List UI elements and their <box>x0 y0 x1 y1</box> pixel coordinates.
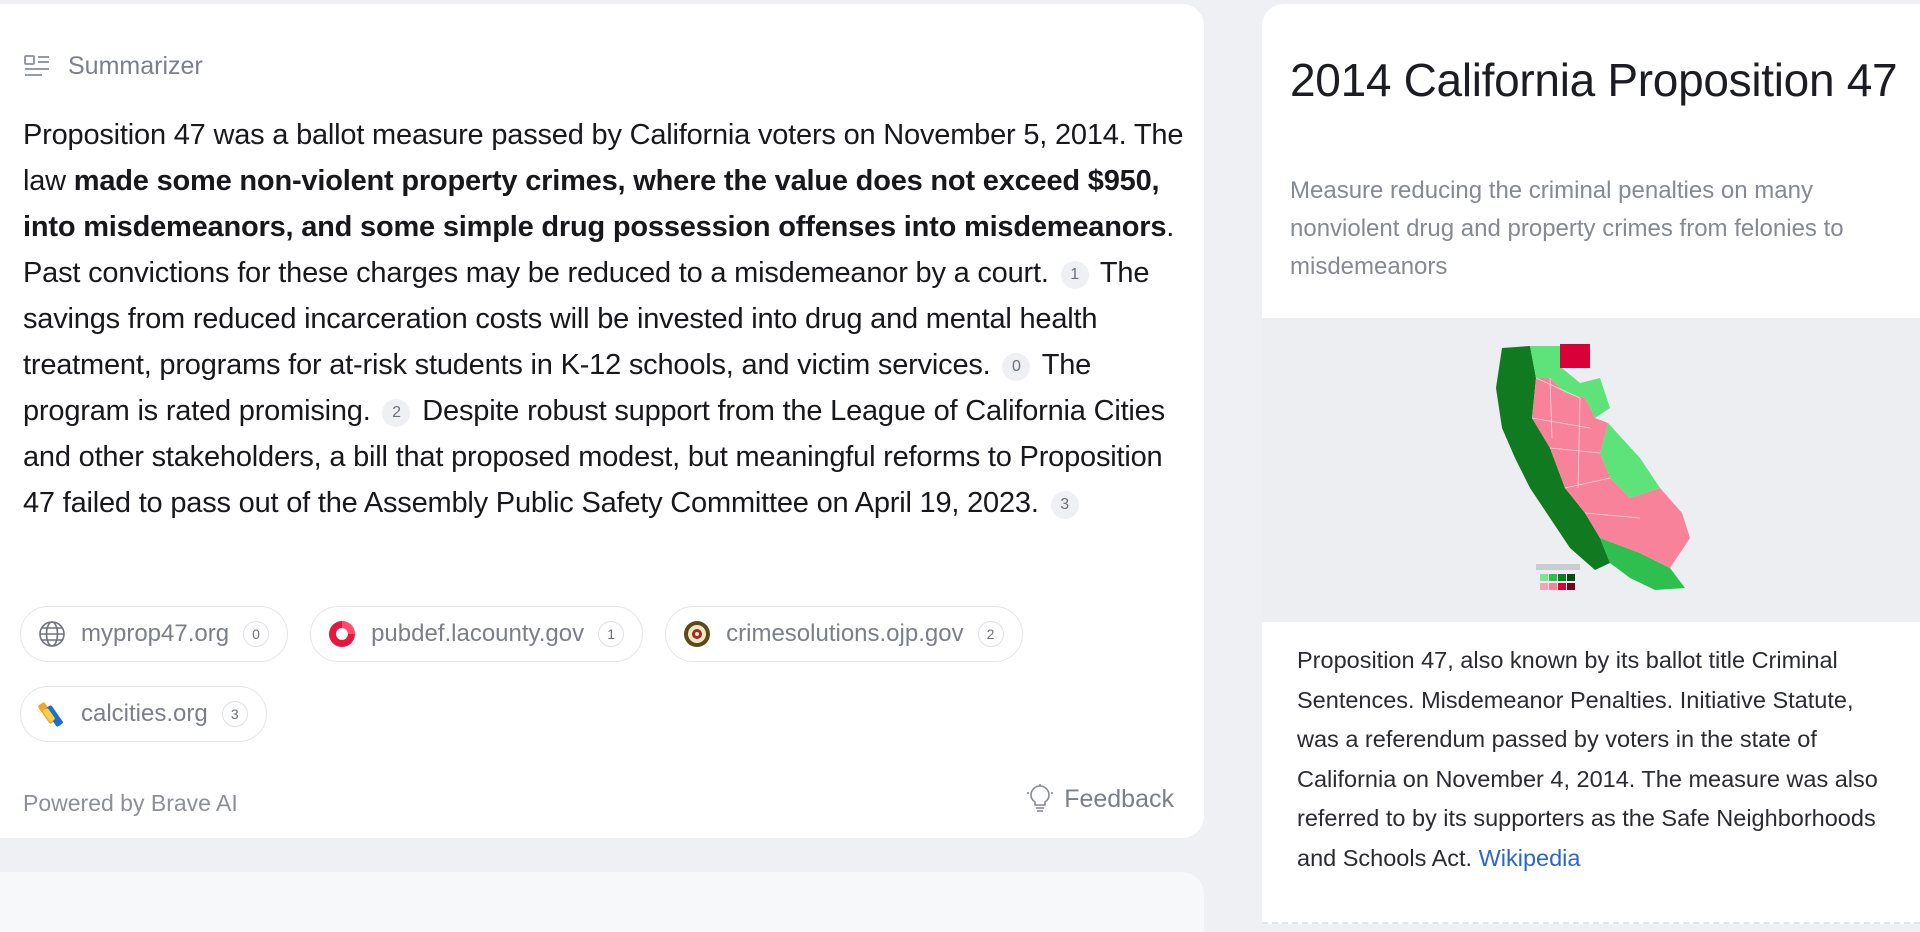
lightbulb-icon <box>1026 784 1054 814</box>
source-domain: pubdef.lacounty.gov <box>371 620 585 647</box>
source-domain: crimesolutions.ojp.gov <box>726 620 964 647</box>
infobox-description <box>1297 641 1897 878</box>
summary-text: The program is rated promising. <box>23 349 1092 427</box>
california-map-image <box>1490 338 1710 608</box>
powered-by-label: Powered by Brave AI <box>23 790 238 816</box>
divider <box>1262 922 1920 924</box>
globe-icon <box>37 619 67 649</box>
summary-text: . Past convictions for these charges may be reduced to a misdemeanor by a court. <box>23 211 1175 289</box>
pubdef-favicon <box>327 619 357 649</box>
citation-3[interactable]: 3 <box>1051 491 1079 519</box>
summary-text: Despite robust support from the League of California Cities and other stakeholders, a bill that proposed modest, but meaningful reforms to Proposition 47 failed to pass out of the Assembly Public Safety Committee on April 19, 2023. <box>23 395 1165 519</box>
feedback-button[interactable] <box>1026 784 1174 814</box>
citation-0[interactable]: 0 <box>1002 353 1030 381</box>
infobox-subtitle: Measure reducing the criminal penalties on many nonviolent drug and property crimes from felonies to misdemeanors <box>1290 177 1844 280</box>
source-chip-pubdef[interactable] <box>310 606 643 662</box>
source-list <box>20 606 1160 742</box>
infobox-title: 2014 California Proposition 47 <box>1290 54 1898 106</box>
source-chip-crimesolutions[interactable] <box>665 606 1022 662</box>
infobox-panel <box>1262 4 1920 924</box>
ojp-seal-favicon <box>682 619 712 649</box>
citation-2[interactable]: 2 <box>382 399 410 427</box>
calcities-favicon <box>37 699 67 729</box>
summary-text: Proposition 47 was a ballot measure passed by California voters on November 5, 2014. The law <box>23 119 1184 197</box>
source-domain: myprop47.org <box>81 620 230 647</box>
source-number: 1 <box>598 621 624 647</box>
source-number: 2 <box>978 621 1004 647</box>
map-legend <box>1536 564 1580 590</box>
summary-bold-text: made some non-violent property crimes, where the value does not exceed $950, into misdemeanors, and some simple drug possession offenses into misdemeanors <box>23 165 1167 243</box>
summarizer-icon <box>24 54 50 78</box>
summarizer-header <box>24 50 203 82</box>
next-result-card <box>0 872 1204 932</box>
summarizer-card <box>0 4 1204 838</box>
source-domain: calcities.org <box>81 700 208 727</box>
summarizer-title: Summarizer <box>68 51 203 80</box>
source-number: 3 <box>222 701 248 727</box>
source-number: 0 <box>243 621 269 647</box>
feedback-label: Feedback <box>1064 784 1174 813</box>
summary-paragraph <box>23 112 1193 526</box>
citation-1[interactable]: 1 <box>1061 261 1089 289</box>
infobox-image[interactable] <box>1262 318 1920 622</box>
source-chip-calcities[interactable] <box>20 686 267 742</box>
summary-text: The savings from reduced incarceration costs will be invested into drug and mental health treatment, programs for at-risk students in K-12 schools, and victim services. <box>23 257 1150 381</box>
infobox-description-text: Proposition 47, also known by its ballot title Criminal Sentences. Misdemeanor Penalties. Initiative Statute, was a referendum passed by voters in the state of California on November 4, 2014. The measure was also referred to by its supporters as the Safe Neighborhoods and Schools Act. <box>1297 647 1878 871</box>
source-chip-myprop47[interactable] <box>20 606 288 662</box>
wikipedia-link[interactable]: Wikipedia <box>1478 844 1581 871</box>
